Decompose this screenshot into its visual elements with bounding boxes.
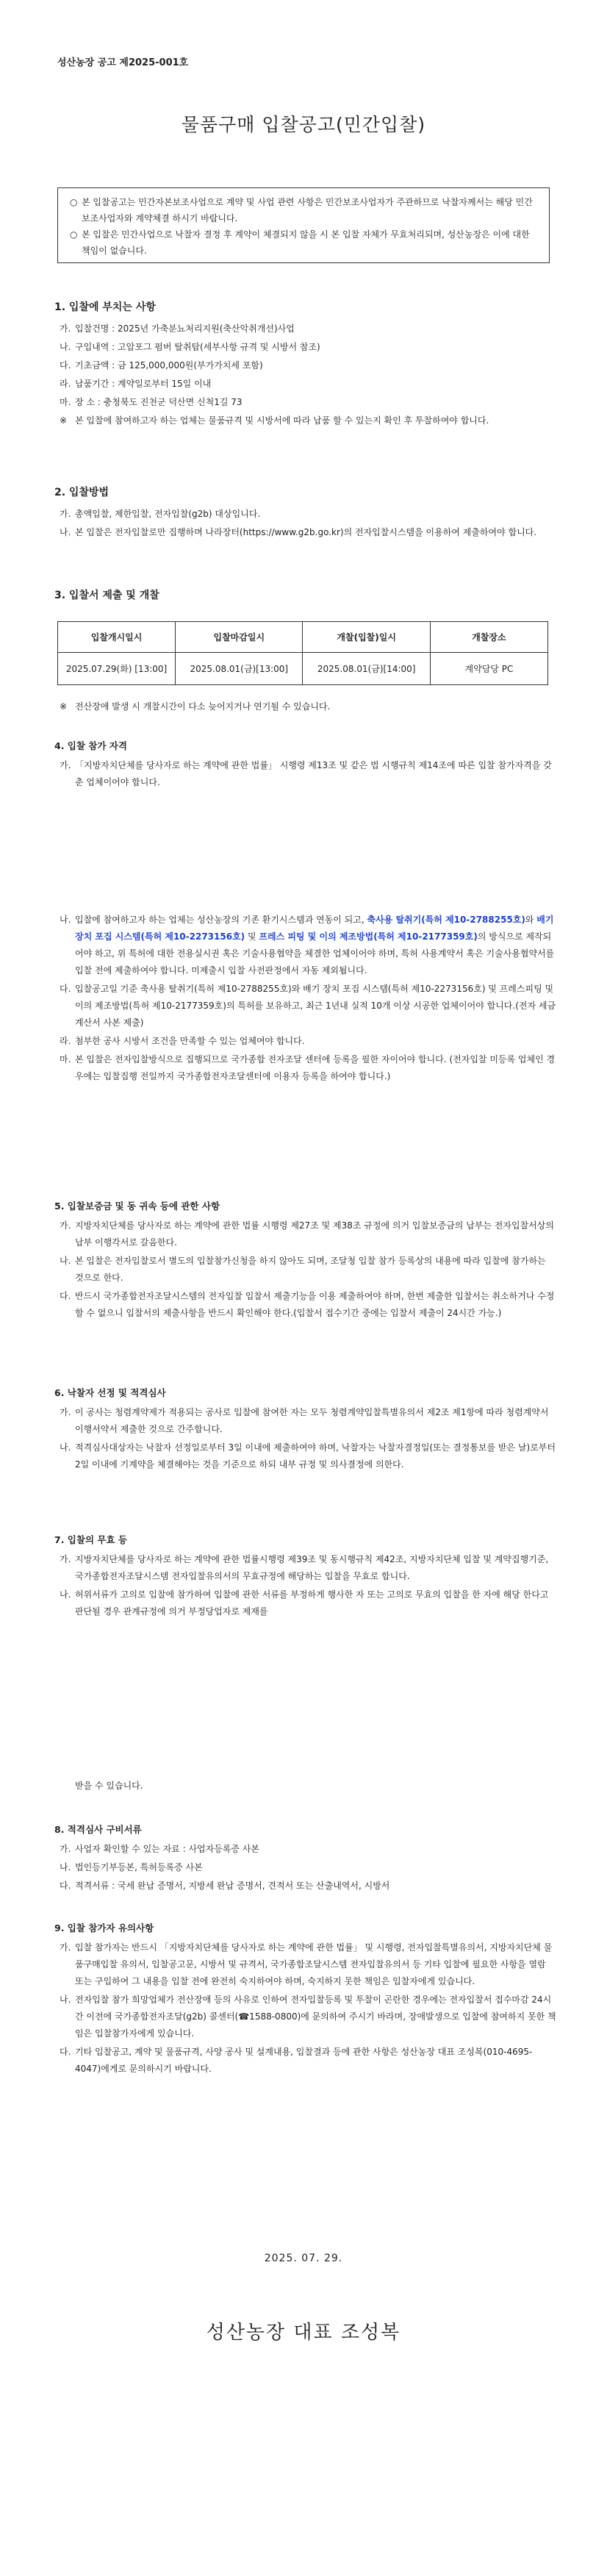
item-label: 마. — [60, 397, 71, 407]
item-label: 가. — [60, 1220, 71, 1231]
patent-highlight: 축사용 탈취기(특허 제10-2788255호) — [367, 915, 525, 925]
intro-item — [70, 226, 537, 259]
section-title: 8. 적격심사 구비서류 — [54, 1824, 142, 1835]
item-text: 기초금액 : 금 125,000,000원(부가가치세 포함) — [75, 360, 263, 371]
section-note — [57, 412, 557, 429]
list-item — [57, 1217, 557, 1251]
patent-highlight: 프레스 피팅 및 이의 제조방법(특허 제10-2177359호) — [259, 931, 478, 942]
list-item — [57, 357, 557, 374]
item-text: 반드시 국가종합전자조달시스템의 전자입찰 입찰서 제출기능을 이용 제출하여야 하며, 한번 제출한 입찰서는 취소하거나 수정할 수 없으니 입찰서의 제출사항을 반드시 확인해야 한다.(입찰서 접수기간 중에는 입찰서 제출이 24시간 가능.) — [75, 1291, 555, 1318]
section-4-cont — [57, 912, 557, 1087]
list-item — [57, 339, 557, 356]
item-label: 가. — [60, 1942, 71, 1953]
list-item — [57, 912, 557, 979]
item-text: 법인등기부등본, 특허등록증 사본 — [75, 1862, 203, 1872]
item-label: 나. — [60, 1994, 71, 2005]
list-item — [57, 1439, 557, 1473]
asterisk-icon: ※ — [60, 415, 68, 426]
item-text: 입찰 참가자는 반드시 「지방자치단체를 당사자로 하는 계약에 관한 법률」 및 시행령, 전자입찰특별유의서, 지방자치단체 물품구매입찰 유의서, 입찰공고문, 시방서 및 규격서, 국가종합조달시스템 전자입찰유의서 등 기타 입찰에 필요한 사항을 열람 또는 구입하여 그 내용을 입찰 전에 완전히 숙지하여야 하며, 숙지하지 못한 책임은 입찰자에게 있습니다. — [75, 1942, 553, 1986]
section-title: 6. 낙찰자 선정 및 적격심사 — [54, 1387, 166, 1398]
item-text-part: 및 — [245, 931, 259, 942]
page-title: 물품구매 입찰공고(민간입찰) — [181, 114, 426, 135]
item-text: 받을 수 있습니다. — [75, 1781, 143, 1791]
item-label: 나. — [60, 915, 71, 925]
notice-date: 2025. 07. 29. — [264, 2253, 343, 2264]
item-text-part: 와 — [525, 915, 537, 925]
section-5 — [54, 1200, 557, 1323]
section-title: 7. 입찰의 무효 등 — [54, 1534, 127, 1545]
item-text: 총액입찰, 제한입찰, 전자입찰(g2b) 대상입니다. — [75, 509, 261, 519]
intro-text: 본 입찰은 민간사업으로 낙찰자 결정 후 계약이 체결되지 않을 시 본 입찰 자체가 무효처리되며, 성산농장은 이에 대한 책임이 없습니다. — [82, 229, 530, 256]
section-note — [57, 698, 557, 715]
item-label: 마. — [60, 1054, 71, 1065]
section-9 — [54, 1922, 557, 2079]
section-6 — [54, 1387, 557, 1475]
note-text: 본 입찰에 참여하고자 하는 업체는 물품규격 및 시방서에 따라 납품 할 수 있는지 확인 후 투찰하여야 합니다. — [75, 415, 489, 426]
section-title: 9. 입찰 참가자 유의사항 — [54, 1922, 154, 1933]
list-item — [57, 1253, 557, 1287]
table-cell: 2025.07.29(화) [13:00] — [58, 653, 176, 685]
item-label: 가. — [60, 760, 71, 770]
item-label: 가. — [60, 323, 71, 334]
item-text: 이 공사는 청렴계약제가 적용되는 공사로 입찰에 참여한 자는 모두 청렴계약입찰특별유의서 제2조 제1항에 따라 청렴계약서 이행서약서 제출한 것으로 간주합니다. — [75, 1407, 549, 1434]
section-1 — [54, 300, 557, 429]
table-header-cell: 입찰마감일시 — [176, 622, 303, 653]
item-text: 「지방자치단체를 당사자로 하는 계약에 관한 법률」 시행령 제13조 및 같은 법 시행규칙 제14조에 따른 입찰 참가자격을 갖춘 업체이어야 합니다. — [75, 760, 552, 787]
item-label: 나. — [60, 1862, 71, 1872]
item-text: 본 입찰은 전자입찰방식으로 집행되므로 국가종합 전자조달 센터에 등록을 필한 자이어야 합니다. (전자입찰 미등록 업체인 경우에는 입찰집행 전일까지 국가종합전자조달센터에 이용자 등록을 하여야 합니다.) — [75, 1054, 556, 1081]
item-text: 구입내역 : 고압포그 펌버 탈취탑(세부사항 규격 및 시방서 참조) — [75, 342, 320, 352]
section-title: 3. 입찰서 제출 및 개찰 — [54, 590, 159, 601]
list-item-continued — [57, 1778, 557, 1795]
signature-line: 성산농장 대표 조성복 — [206, 2322, 401, 2344]
intro-box — [57, 187, 550, 263]
item-text: 적격심사대상자는 낙찰자 선정일로부터 3일 이내에 제출하여야 하며, 낙찰자는 낙찰자결정일(또는 결정통보를 받은 날)로부터 2일 이내에 기계약을 체결해야는 것을 기준으로 하되 내부 규정 및 의사결정에 의한다. — [75, 1442, 556, 1470]
list-item — [57, 1939, 557, 1990]
item-text: 장 소 : 충청북도 진천군 덕산면 신척1길 73 — [75, 397, 243, 407]
list-item — [57, 2044, 557, 2078]
list-item — [57, 376, 557, 393]
list-item — [57, 1586, 557, 1620]
item-label: 가. — [60, 509, 71, 519]
notice-number: 성산농장 공고 제2025-001호 — [57, 57, 189, 68]
item-text: 입찰건명 : 2025년 가축분뇨처리지원(축산악취개선)사업 — [75, 323, 295, 334]
list-item — [57, 1841, 557, 1858]
section-title: 5. 입찰보증금 및 동 귀속 등에 관한 사항 — [54, 1201, 220, 1212]
list-item — [57, 1551, 557, 1585]
circle-bullet-icon: ○ — [70, 197, 78, 207]
item-text: 허위서류가 고의로 입찰에 참가하여 입찰에 관한 서류를 부정하게 행사한 자 또는 고의로 무효의 입찰을 한 자에 해당 한다고 판단될 경우 관계규정에 의거 부정당업자로 제재를 — [75, 1589, 549, 1617]
item-label: 다. — [60, 1881, 71, 1891]
circle-bullet-icon: ○ — [70, 229, 78, 240]
list-item — [57, 757, 557, 791]
list-item — [57, 524, 557, 541]
item-label: 다. — [60, 1291, 71, 1301]
item-text: 지방자치단체를 당사자로 하는 계약에 관한 법률 시행령 제27조 및 제38조 규정에 의거 입찰보증금의 납부는 전자입찰서상의 납부 이행각서로 갈음한다. — [75, 1220, 554, 1248]
table-row — [58, 653, 548, 685]
item-label: 가. — [60, 1554, 71, 1564]
intro-text: 본 입찰공고는 민간자본보조사업으로 계약 및 사업 관련 사항은 민간보조사업자가 주관하므로 낙찰자께서는 해당 민간보조사업자와 계약체결 하시기 바랍니다. — [82, 197, 533, 223]
list-item — [57, 1992, 557, 2042]
item-label: 라. — [60, 379, 71, 389]
section-3 — [54, 588, 557, 609]
list-item — [57, 1033, 557, 1050]
table-header-cell: 개찰(입찰)일시 — [303, 622, 430, 653]
item-label: 나. — [60, 342, 71, 352]
list-item — [57, 321, 557, 337]
item-label: 나. — [60, 1589, 71, 1600]
list-item — [57, 394, 557, 411]
item-label: 라. — [60, 1036, 71, 1046]
list-item — [57, 981, 557, 1031]
item-label: 다. — [60, 2047, 71, 2057]
table-header-cell: 입찰개시일시 — [58, 622, 176, 653]
list-item — [57, 1859, 557, 1876]
list-item — [57, 1878, 557, 1895]
item-text: 본 입찰은 전자입찰로서 별도의 입찰참가신청을 하지 않아도 되며, 조달청 입찰 참가 등록상의 내용에 따라 입찰에 참가하는 것으로 한다. — [75, 1256, 546, 1283]
section-title: 4. 입찰 참가 자격 — [54, 740, 127, 751]
item-text: 지방자치단체를 당사자로 하는 계약에 관한 법률시행령 제39조 및 동시행규칙 제42조, 지방자치단체 입찰 및 계약집행기준, 국가종합전자조달시스템 전자입찰유의서의 무효규정에 해당하는 입찰을 무효로 합니다. — [75, 1554, 549, 1581]
item-label: 가. — [60, 1407, 71, 1417]
table-cell: 계약담당 PC — [430, 653, 547, 685]
item-label: 다. — [60, 360, 71, 371]
list-item — [57, 506, 557, 523]
schedule-table — [57, 621, 548, 685]
item-label: 다. — [60, 984, 71, 994]
item-label: 나. — [60, 1256, 71, 1266]
section-title: 2. 입찰방법 — [54, 487, 109, 498]
table-header-cell: 개찰장소 — [430, 622, 547, 653]
item-label: 나. — [60, 1442, 71, 1453]
item-text-part: 입찰에 참여하고자 하는 업체는 성산농장의 기존 환기시스템과 연동이 되고, — [75, 915, 367, 925]
item-label: 나. — [60, 527, 71, 537]
list-item — [57, 1404, 557, 1438]
section-2 — [54, 485, 557, 543]
intro-item — [70, 194, 537, 226]
item-text: 사업자 확인할 수 있는 자료 : 사업자등록증 사본 — [75, 1844, 259, 1854]
item-text: 입찰공고일 기준 축사용 탈취기(특허 제10-2788255호)와 배기 장치 포집 시스템(특허 제10-2273156호) 및 프레스피팅 및 이의 제조방법(특허 제10-2177359호)의 특허를 보유하고, 최근 1년내 실적 10개 이상 시공한 업체이어야 합니다.(전자 세금계산서 사본 제출) — [75, 984, 556, 1028]
section-title: 1. 입찰에 부치는 사항 — [54, 301, 156, 313]
item-text: 전자입찰 참가 희망업체가 전산장애 등의 사유로 인하여 전자입찰등록 및 투찰이 곤란한 경우에는 전자입찰서 접수마감 24시간 이전에 국가종합전자조달(g2b) 콜센터(☎1588-0800)에 문의하여 주시기 바라며, 장애발생으로 입찰에 참여하지 못한 책임은 입찰참가자에게 있습니다. — [75, 1994, 556, 2039]
item-text: 첨부한 공사 시방서 조건을 만족할 수 있는 업체여야 합니다. — [75, 1036, 305, 1046]
section-4 — [54, 740, 557, 793]
list-item — [57, 1051, 557, 1085]
section-7-tail — [57, 1778, 557, 1796]
table-cell: 2025.08.01(금)[13:00] — [176, 653, 303, 685]
note-text: 전산장애 발생 시 개찰시간이 다소 늦어지거나 연기될 수 있습니다. — [75, 701, 331, 712]
patent-highlight: 배기 장치 포집 시스템(특허 제10-2273156호) — [75, 915, 554, 942]
item-text: 적격서류 : 국세 완납 증명서, 지방세 완납 증명서, 견적서 또는 산출내역서, 시방서 — [75, 1881, 390, 1891]
section-8 — [54, 1823, 557, 1896]
asterisk-icon: ※ — [60, 701, 68, 712]
section-3-note — [57, 698, 557, 715]
table-header-row — [58, 622, 548, 653]
item-text-part: 의 방식으로 제작되어야 하고, 위 특허에 대한 전용실시권 혹은 기술사용협약을 체결한 업체이어야 하며, 특허 사용계약서 혹은 기술사용협약서를 입찰 전에 제출하여야 합니다. 미제출시 입찰 사전판정에서 자동 제외됩니다. — [75, 931, 555, 976]
item-text: 본 입찰은 전자입찰로만 집행하며 나라장터(https://www.g2b.go.kr)의 전자입찰시스템을 이용하여 제출하여야 합니다. — [75, 527, 537, 537]
item-text: 기타 입찰공고, 계약 및 물품규격, 사양 공사 및 설계내용, 입찰결과 등에 관한 사항은 성산농장 대표 조성복(010-4695-4047)에게로 문의하시기 바랍니다. — [75, 2047, 533, 2074]
list-item — [57, 1288, 557, 1322]
item-label: 가. — [60, 1844, 71, 1854]
section-7 — [54, 1534, 557, 1622]
table-cell: 2025.08.01(금)[14:00] — [303, 653, 430, 685]
item-text: 납품기간 : 계약일로부터 15일 이내 — [75, 379, 212, 389]
